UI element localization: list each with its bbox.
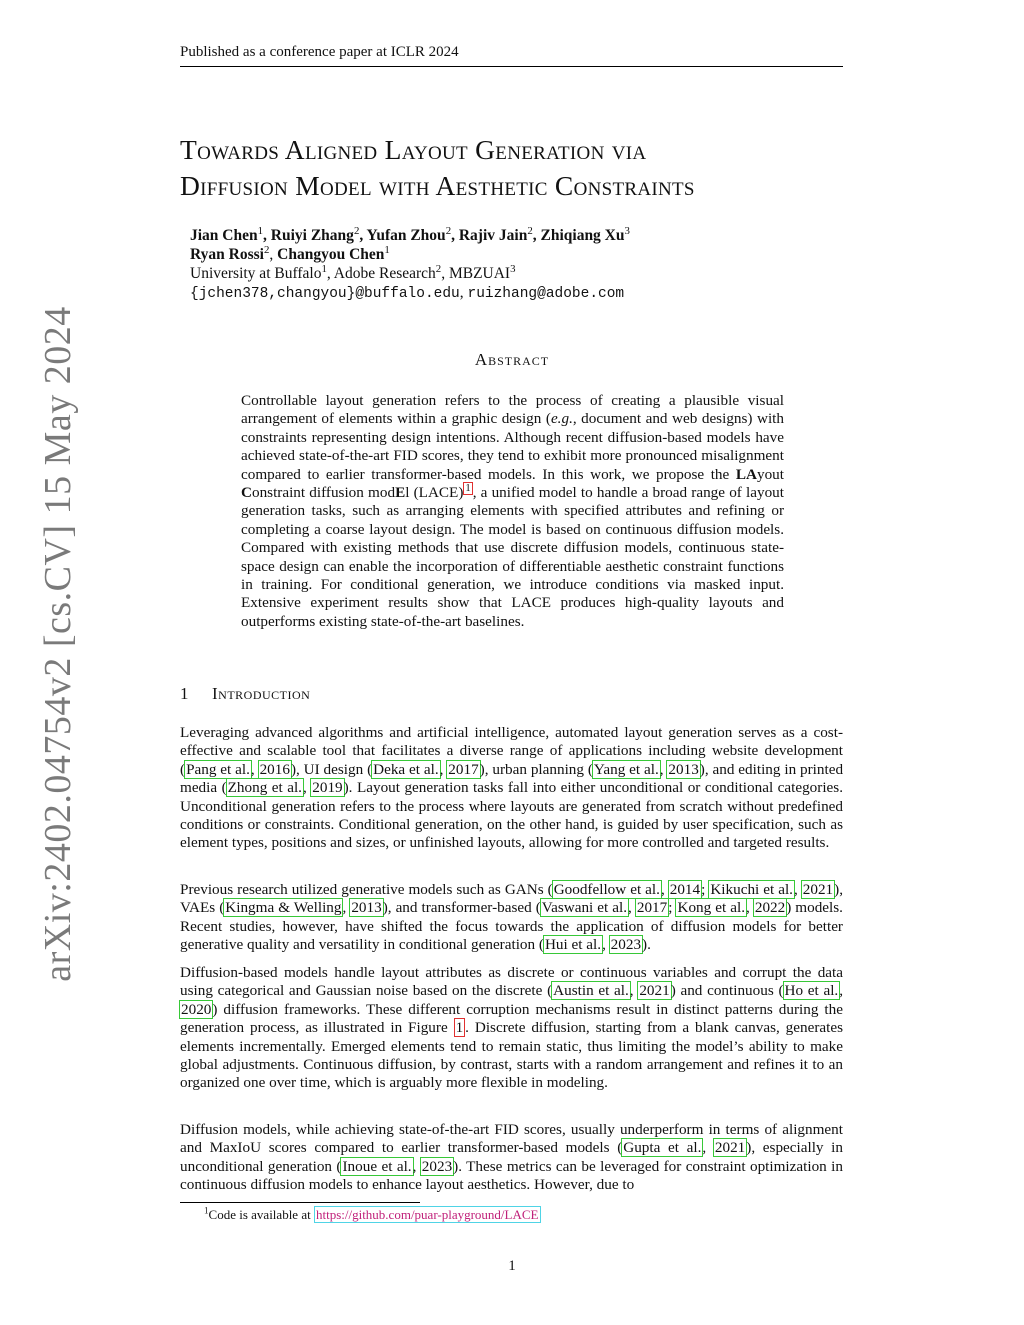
citation-link[interactable]: Pang et al. [186,760,250,778]
paper-title [180,132,860,204]
citation-link[interactable]: Inoue et al. [342,1157,412,1175]
abstract-heading: Abstract [474,350,550,369]
citation-link[interactable]: 2017 [636,899,668,917]
author-line-1: Jian Chen$^1$, Ruiyi Zhang$^2$, Yufan Zhou$^2$, Rajiv Jain$^2$, Zhiqiang Xu$^3$ [190,224,630,244]
citation-link[interactable]: Hui et al. [544,936,602,954]
author-name: Yufan Zhou [366,227,446,244]
author-name: Changyou Chen [277,246,385,263]
author-name: Ryan Rossi [190,246,264,263]
citation-link[interactable]: Ho et al. [784,982,839,1000]
running-header: Published as a conference paper at ICLR 2024 [180,44,843,67]
title-line-2: Diffusion Model with Aesthetic Constraints [180,170,695,201]
code-url-link[interactable]: https://github.com/puar-playground/LACE [315,1207,539,1222]
citation-link[interactable]: Kikuchi et al. [710,881,793,898]
citation-link[interactable]: 2021 [714,1139,746,1157]
citation-link[interactable]: 2020 [181,1000,212,1018]
affiliation-mark: 3 [624,224,630,237]
intro-paragraph-3: Diffusion-based models handle layout attributes as discrete or continuous variables and corrupt the data using categorical and Gaussian noise based on the discrete (Austin et al., 2021) and continuous (Ho et al., 2020) diffusion frameworks. These different corruption mechanisms result in distinct patterns during the generation process, as illustrated in Figure 1 . Discrete diffusion, starting from a blank canvas, generates elements incrementally. Emerged elements tend to remain static, thus limiting the model’s ability to make global adjustments. Continuous diffusion, by contrast, starts with a random arrangement and refines it to an organized one over time, which is arguably more flexible in modeling. [180,964,844,1092]
footnote-rule [180,1202,420,1203]
citation-link[interactable]: 2013 [668,760,699,778]
author-name: Ruiyi Zhang [270,227,354,244]
citation-link[interactable]: Kong et al. [677,899,746,917]
affiliation-mark: 2 [445,224,452,237]
affiliation-mark: 2 [435,262,442,275]
footnote-link[interactable]: 1 [465,482,471,494]
figure-link[interactable]: 1 [455,1019,464,1037]
citation-link[interactable]: 2021 [639,982,670,1000]
affiliation: MBZUAI [448,265,511,282]
intro-paragraph-1: Leveraging advanced algorithms and artificial intelligence, automated layout generation serves as a cost-effective and scalable tool that facilitates a diverse range of applications including website development (Pang et al., 2016), UI design (Deka et al., 2017), urban planning (Yang et al., 2013), and editing in printed media (Zhong et al., 2019). Layout generation tasks fall into either unconditional or conditional categories. Unconditional generation refers to the process where layouts are generated from scratch without predefined conditions or constraints. Conditional generation, on the other hand, is guided by user specification, such as element types, positions and sizes, or unfinished layouts, allowing for more controlled and targeted results. [180,724,844,852]
page-number: 1 [508,1258,516,1274]
citation-link[interactable]: Goodfellow et al. [553,881,660,898]
footnote-mark: 1 [204,1205,209,1216]
citation-link[interactable]: Deka et al. [373,760,439,778]
section-title: Introduction [212,684,311,703]
author-name: Rajiv Jain [458,227,528,244]
citation-link[interactable]: 2019 [312,779,343,797]
affiliations: University at Buffalo$^1$, Adobe Research$^2$, MBZUAI$^3$ [190,262,516,282]
intro-paragraph-4: Diffusion models, while achieving state-of-the-art FID scores, usually underperform in terms of alignment and MaxIoU scores compared to earlier transformer-based models (Gupta et al., 2021), especially in unconditional generation (Inoue et al., 2023). These metrics can be leveraged for constraint optimization in continuous diffusion models to enhance layout aesthetics. However, due to [180,1121,843,1194]
affiliation-mark: 1 [321,262,327,275]
title-line-1: Towards Aligned Layout Generation via [180,134,647,165]
affiliation: Adobe Research [333,265,436,282]
citation-link[interactable]: Austin et al. [553,982,629,1000]
citation-link[interactable]: Vaswani et al. [541,899,628,917]
citation-link[interactable]: 2021 [802,881,834,898]
affiliation-mark: 3 [510,262,516,275]
citation-link[interactable]: 2022 [754,899,786,917]
citation-link[interactable]: 2017 [448,760,479,778]
emails: {jchen378,changyou}@buffalo.edu, ruizhang@adobe.com [190,284,625,302]
arxiv-identifier[interactable]: arXiv:2402.04754v2 [cs.CV] 15 May 2024 [37,306,79,982]
affiliation-mark: 1 [257,224,264,237]
citation-link[interactable]: Kingma & Welling [225,899,342,917]
section-heading [180,684,310,704]
author-line-2: Ryan Rossi$^2$, Changyou Chen$^1$ [190,243,390,263]
affiliation-mark: 1 [384,243,390,256]
author-block [190,226,630,304]
citation-link[interactable]: 2016 [259,760,290,778]
author-name: Zhiqiang Xu [540,227,625,244]
email-1[interactable]: {jchen378,changyou}@buffalo.edu [190,286,460,302]
footnote: $^1$Code is available at https://github.com/puar-playground/LACE [204,1205,539,1222]
citation-link[interactable]: 2023 [421,1157,453,1175]
citation-link[interactable]: Gupta et al. [623,1139,702,1157]
email-2[interactable]: ruizhang@adobe.com [467,286,625,302]
abstract-body: Controllable layout generation refers to the process of creating a plausible visual arrangement of elements within a graphic design (e.g., document and web designs) with constraints representing design intentions. Although recent diffusion-based models have achieved state-of-the-art FID scores, they tend to exhibit more pronounced misalignment compared to earlier transformer-based models. In this work, we propose the LAyout Constraint diffusion modEl (LACE) $^1$ , a unified model to handle a broad range of layout generation tasks, such as arranging elements with specified attributes and refining or completing a coarse layout design. The model is based on continuous diffusion models. Compared with existing methods that use discrete diffusion models, continuous state-space design can enable the incorporation of differentiable aesthetic constraint functions in training. For conditional generation, we introduce conditions via masked input. Extensive experiment results show that LACE produces high-quality layouts and outperforms existing state-of-the-art baselines. [241,392,784,630]
affiliation-mark: 2 [353,224,360,237]
citation-link[interactable]: 2023 [610,936,642,954]
affiliation-mark: 2 [527,224,533,237]
section-number: 1 [180,684,189,703]
intro-paragraph-2: Previous research utilized generative models such as GANs (Goodfellow et al., 2014; Kikuchi et al., 2021), VAEs (Kingma & Welling, 2013), and transformer-based (Vaswani et al., 2017; Kong et al., 2022) models. Recent studies, however, have shifted the focus towards the application of diffusion models for better generative quality and versatility in conditional generation (Hui et al., 2023). [180,881,843,954]
affiliation: University at Buffalo [190,265,322,282]
citation-link[interactable]: 2014 [669,881,701,898]
citation-link[interactable]: Zhong et al. [227,779,302,797]
citation-link[interactable]: Yang et al. [593,760,659,778]
citation-link[interactable]: 2013 [351,899,382,917]
author-name: Jian Chen [190,227,258,244]
affiliation-mark: 2 [263,243,270,256]
